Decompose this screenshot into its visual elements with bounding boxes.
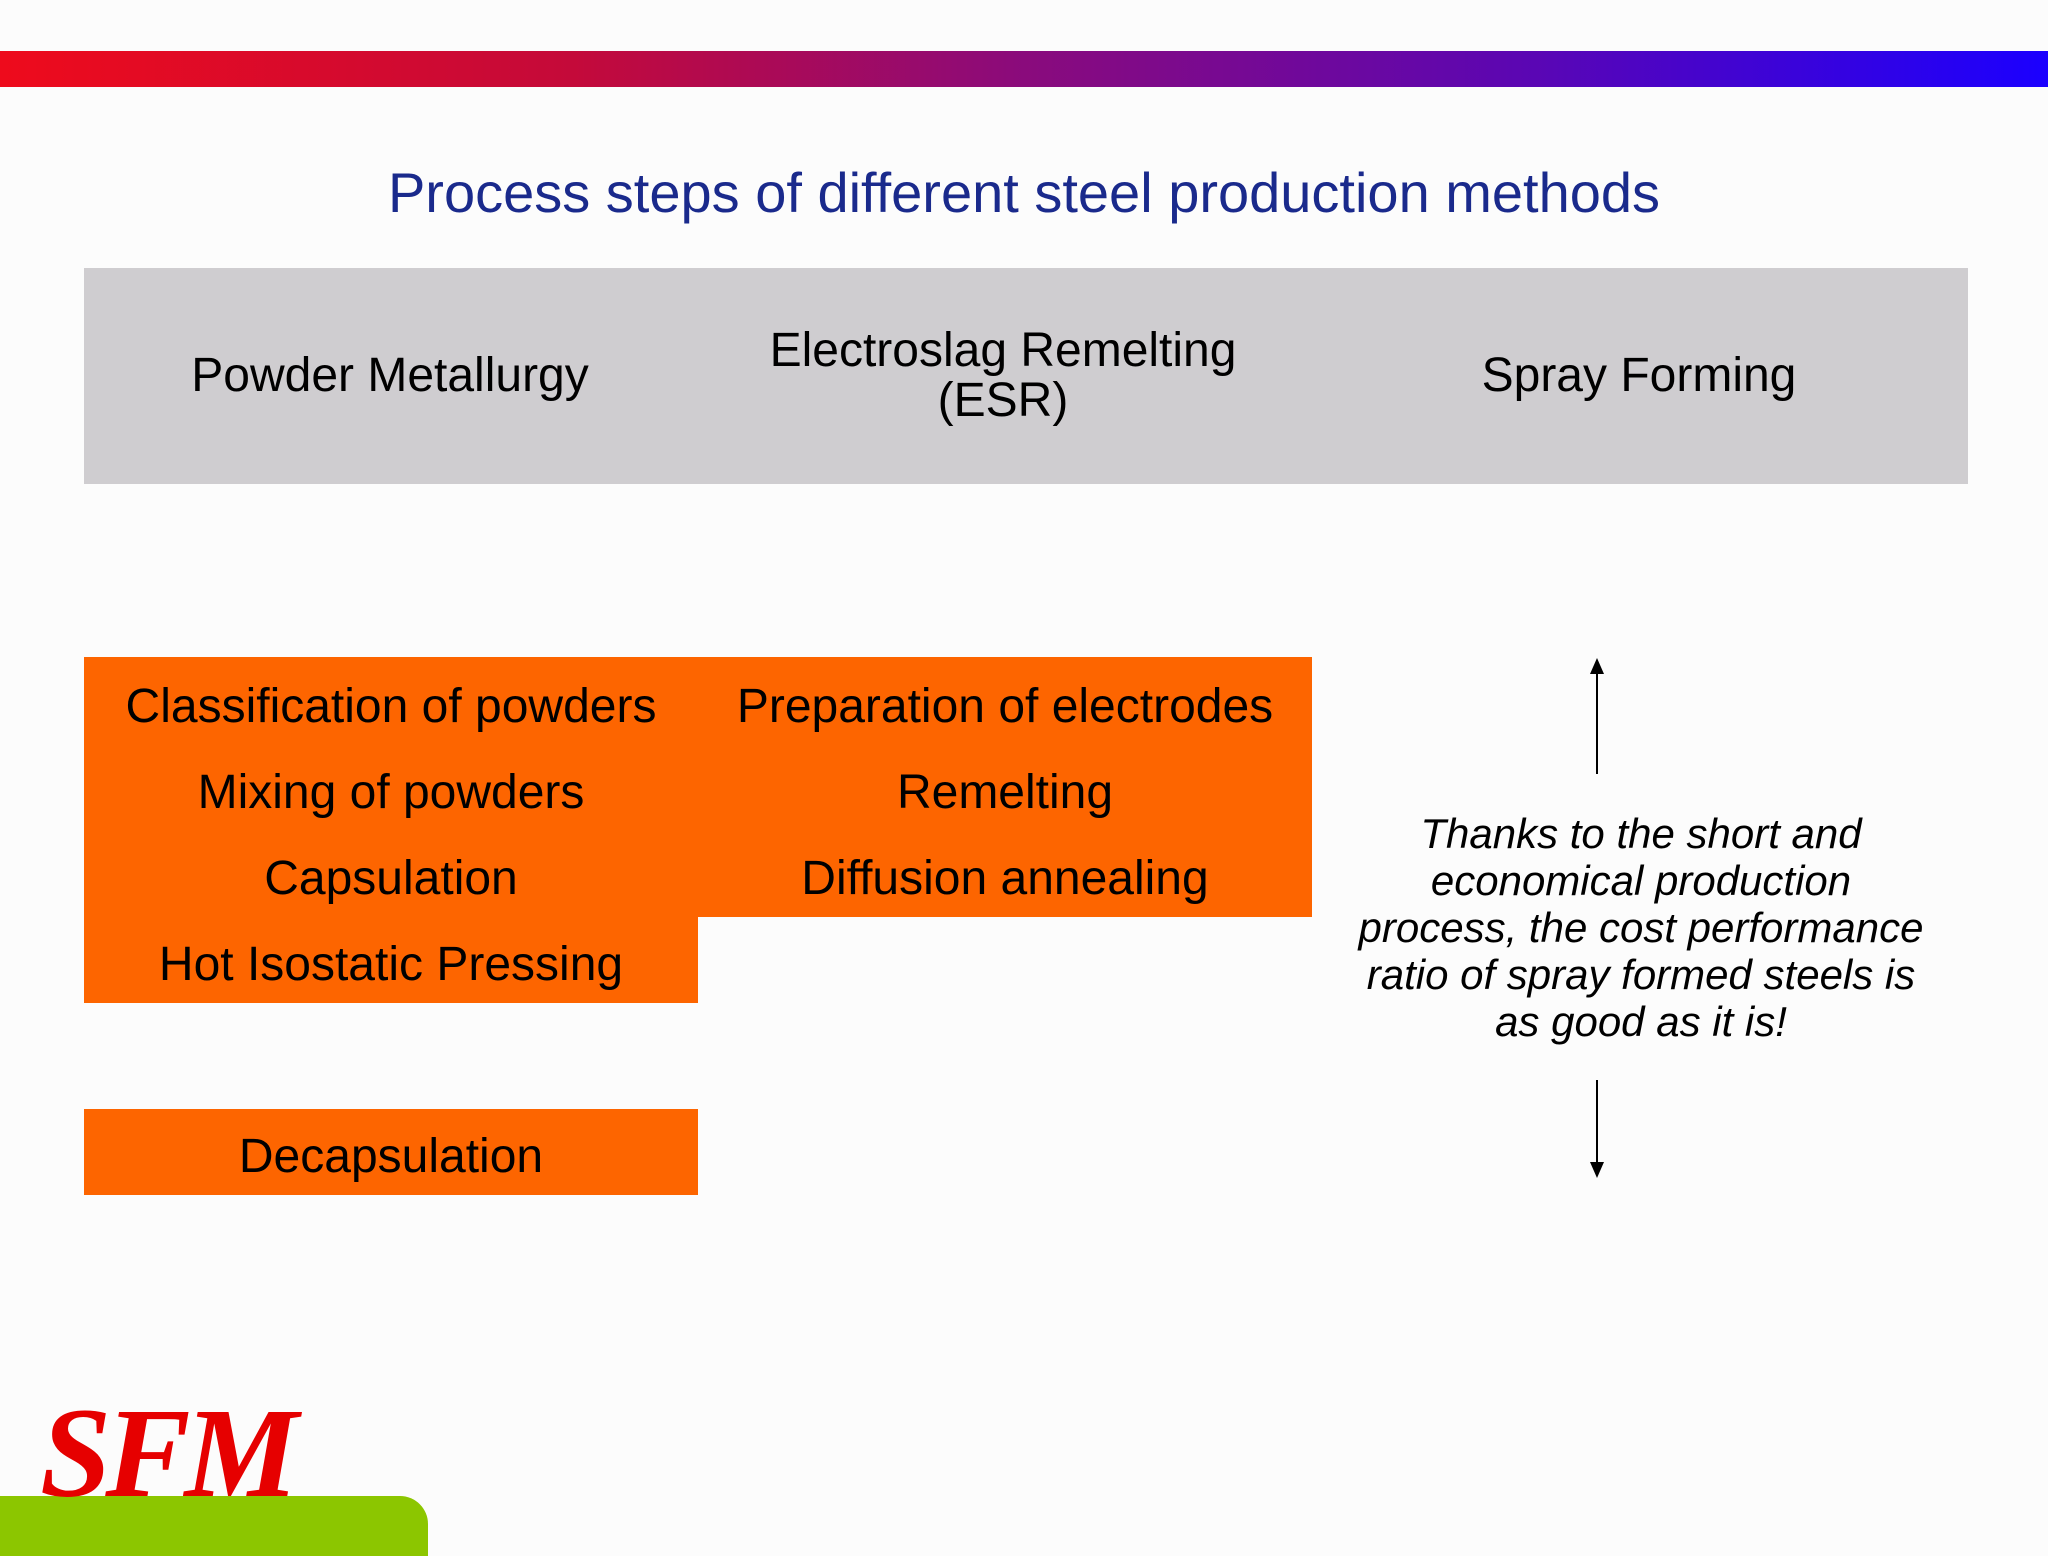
column-header-label: Electroslag Remelting (ESR) [769,324,1237,427]
sfm-logo: SFM [40,1382,293,1524]
esr-step-diffusion-annealing: Diffusion annealing [801,852,1209,905]
arrow-down-icon [1586,1080,1608,1178]
method-header-panel [84,268,1968,484]
pm-step-capsulation: Capsulation [264,852,518,905]
column-header-powder-metallurgy [84,268,696,484]
pm-step-classification: Classification of powders [125,680,657,733]
arrow-up-icon [1586,658,1608,776]
top-gradient-bar [0,51,2048,87]
slide-title: Process steps of different steel production methods [387,161,1661,224]
column-header-esr [696,268,1310,484]
column-header-label: Powder Metallurgy [191,349,589,402]
column-header-spray-forming [1310,268,1968,484]
spray-forming-note: Thanks to the short and economical production process, the cost performance ratio of spray formed steels is as good as it is! [1358,810,1924,1045]
esr-step-preparation: Preparation of electrodes [736,680,1274,733]
pm-step-hip: Hot Isostatic Pressing [158,938,624,991]
pm-step-mixing: Mixing of powders [197,766,585,819]
pm-step-decapsulation: Decapsulation [238,1130,544,1183]
column-header-label: Spray Forming [1481,349,1797,402]
esr-step-remelting: Remelting [896,766,1114,819]
